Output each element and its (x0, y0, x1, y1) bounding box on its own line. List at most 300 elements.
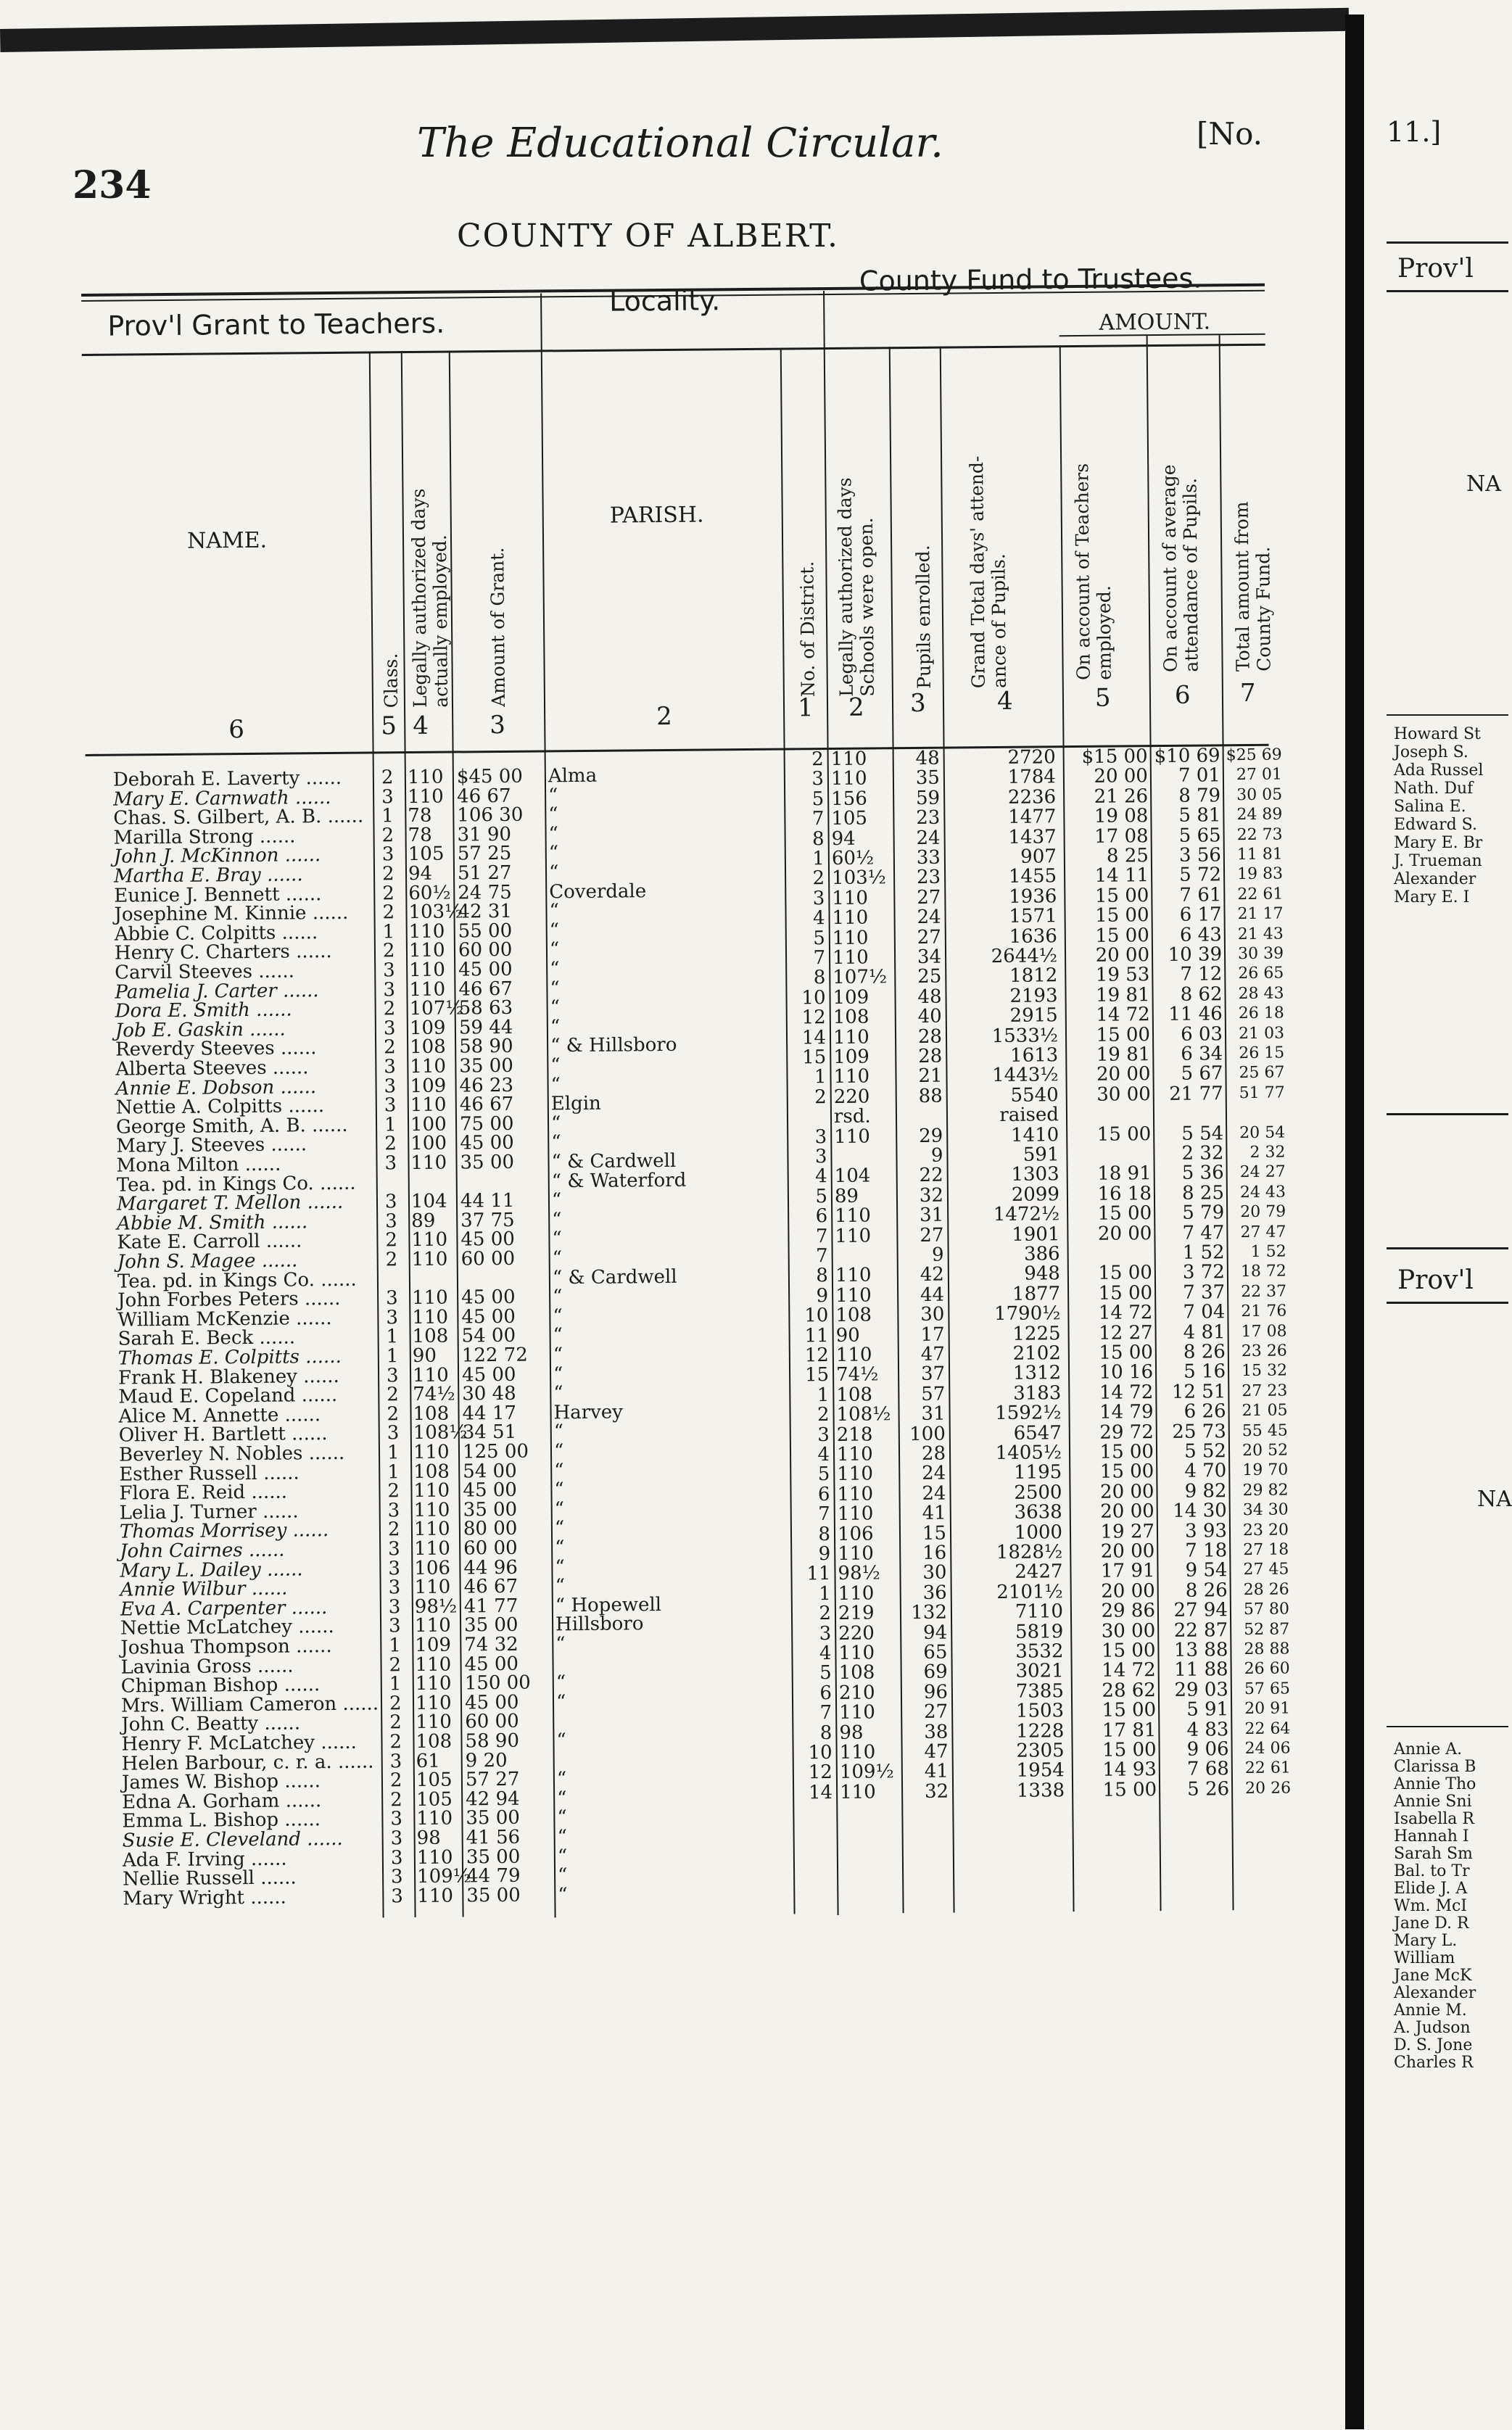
district-number: 8 (792, 827, 825, 851)
district-number: 2 (798, 1602, 831, 1625)
parish-value: “ (554, 1476, 786, 1502)
total-amount-value: 21 43 (1226, 922, 1284, 946)
days-value: 110 (413, 1479, 450, 1503)
attendance-amount-value: 25 73 (1157, 1420, 1226, 1444)
right-page-name: Nath. Duf (1394, 780, 1473, 798)
teachers-amount-value: 20 00 (1071, 1540, 1154, 1563)
grant-value: 42 31 (458, 900, 512, 924)
col-num-attend: 6 (1175, 681, 1191, 710)
district-number: 7 (799, 1701, 832, 1724)
days-value: 78 (408, 824, 431, 847)
district-number: 12 (800, 1761, 833, 1784)
teacher-name: Esther Russell ...... (119, 1460, 376, 1486)
attendance-amount-value: 1 52 (1156, 1241, 1225, 1265)
total-days-value: 1312 (952, 1362, 1061, 1386)
total-amount-value: 22 61 (1233, 1757, 1291, 1781)
attendance-amount-value: 7 01 (1152, 764, 1220, 788)
days-open-value: 110 (837, 1443, 873, 1466)
attendance-amount-value: 9 82 (1157, 1479, 1226, 1503)
teachers-amount-value: 14 72 (1069, 1301, 1152, 1325)
class-value: 3 (385, 1210, 397, 1233)
district-number: 6 (799, 1682, 832, 1705)
parish-value: “ (548, 820, 780, 846)
class-value: 3 (383, 959, 395, 982)
total-days-value: 1000 (954, 1521, 1062, 1545)
district-number: 5 (795, 1185, 827, 1208)
grant-value: 35 00 (460, 1151, 514, 1175)
total-amount-value: 21 03 (1226, 1022, 1284, 1046)
total-amount-value: 20 26 (1233, 1777, 1291, 1801)
grant-value: 35 00 (459, 1054, 513, 1078)
teacher-name: Nettie McLatchey ...... (120, 1615, 378, 1640)
attendance-amount-value: 4 81 (1156, 1321, 1225, 1344)
class-value: 3 (384, 1017, 396, 1040)
total-amount-value: 26 18 (1226, 1002, 1284, 1026)
teacher-rows (0, 0, 1331, 1)
class-value: 2 (382, 901, 394, 924)
days-value: 74½ (413, 1383, 455, 1407)
teachers-amount-value: 15 00 (1072, 1639, 1155, 1663)
parish-value: “ (558, 1881, 790, 1906)
total-days-value: 1877 (951, 1282, 1060, 1306)
days-value: 110 (409, 978, 445, 1001)
parish-value: “ (557, 1766, 789, 1791)
grant-value: 60 00 (458, 938, 513, 962)
teacher-name: Annie E. Dobson ...... (115, 1075, 373, 1100)
grant-value: 57 25 (458, 842, 512, 866)
attendance-amount-value: 10 39 (1153, 943, 1222, 967)
attendance-amount-value: 6 17 (1152, 903, 1221, 927)
days-value: 98½ (415, 1595, 458, 1619)
teachers-amount-value: 17 91 (1071, 1560, 1154, 1584)
right-page-name: Mary E. I (1394, 888, 1469, 906)
pupils-value: 41 (903, 1502, 946, 1526)
district-number: 4 (795, 1165, 827, 1188)
district-number: 3 (794, 1145, 827, 1168)
class-value: 3 (388, 1537, 400, 1561)
teacher-name: Joshua Thompson ...... (120, 1634, 378, 1659)
district-number: 2 (791, 748, 824, 771)
attendance-amount-value: 6 26 (1157, 1400, 1226, 1423)
total-days-value: raised (950, 1103, 1059, 1127)
teacher-name: Chas. S. Gilbert, A. B. ...... (113, 805, 371, 830)
parish-value: “ (550, 994, 782, 1020)
district-column-header: No. of District. (796, 487, 819, 697)
parish-value: “ (550, 917, 782, 942)
total-amount-value: 28 88 (1231, 1638, 1289, 1662)
teachers-amount-value: 19 81 (1067, 1043, 1150, 1067)
grant-value: 44 79 (466, 1864, 521, 1888)
teachers-amount-value: 19 53 (1066, 964, 1149, 988)
teacher-name: Lelia J. Turner ...... (120, 1499, 377, 1524)
pupils-value: 48 (898, 985, 941, 1009)
class-value: 2 (389, 1653, 401, 1677)
pupils-value: 27 (900, 1223, 943, 1247)
days-open-value: 110 (840, 1780, 876, 1803)
days-open-value: 110 (835, 1284, 872, 1307)
right-page-name: Salina E. (1394, 798, 1466, 816)
teachers-amount-value: 20 00 (1070, 1480, 1154, 1504)
pupils-value: 28 (898, 1025, 942, 1049)
total-amount-value: 21 17 (1225, 903, 1283, 927)
county-fund-header: County Fund to Trustees. (859, 262, 1202, 297)
days-open-value: 108 (833, 1006, 869, 1029)
right-rule-4 (1387, 1302, 1508, 1304)
district-number: 7 (791, 807, 824, 830)
total-amount-value: 21 05 (1229, 1400, 1287, 1423)
total-amount-value: 28 43 (1226, 982, 1284, 1006)
parish-value: “ (550, 1071, 782, 1096)
teacher-name: Abbie C. Colpitts ...... (115, 920, 372, 946)
days-value: 90 (413, 1344, 437, 1368)
teacher-name: Pamelia J. Carter ...... (115, 978, 372, 1004)
grant-value: 45 00 (458, 958, 513, 982)
teacher-name: John S. Magee ...... (117, 1249, 375, 1274)
teacher-name: Nellie Russell ...... (123, 1866, 380, 1891)
grant-value: 46 67 (460, 1093, 514, 1117)
attendance-amount-value: 5 91 (1160, 1698, 1228, 1722)
right-na-header: NA (1466, 471, 1501, 497)
total-days-value: 2099 (951, 1183, 1059, 1207)
pupils-value: 59 (896, 786, 940, 810)
teachers-amount-value: 18 91 (1068, 1162, 1152, 1186)
total-amount-value: 24 27 (1228, 1161, 1286, 1185)
class-value: 3 (383, 978, 395, 1001)
days-open-value: 110 (838, 1642, 875, 1665)
class-value: 3 (385, 1190, 397, 1213)
grant-value: 45 00 (460, 1228, 515, 1252)
attendance-amount-value: 11 88 (1160, 1658, 1228, 1682)
total-days-value: 2102 (952, 1342, 1061, 1365)
class-value: 1 (387, 1460, 400, 1484)
acct-teachers-column-header: On account of Teachers employed. (1070, 368, 1115, 680)
days-value: 107½ (410, 997, 464, 1021)
days-value: 98 (417, 1827, 441, 1850)
right-page-name: Alexander (1394, 1984, 1476, 2002)
teacher-name: Mary Wright ...... (123, 1885, 380, 1910)
pupils-value: 24 (896, 826, 940, 850)
total-days-value: 948 (951, 1262, 1060, 1286)
teachers-amount-value: 15 00 (1070, 1341, 1153, 1365)
total-amount-value: 27 01 (1224, 764, 1282, 788)
days-value: 110 (411, 1228, 447, 1252)
attendance-amount-value: $10 69 (1152, 744, 1220, 768)
teachers-amount-value: 20 00 (1071, 1500, 1154, 1524)
district-number: 9 (796, 1284, 828, 1307)
class-value: 3 (388, 1557, 400, 1580)
days-open-value: 110 (839, 1701, 875, 1724)
right-header-bottom (1387, 714, 1508, 716)
total-amount-value: 20 79 (1228, 1201, 1286, 1225)
days-value: 110 (410, 1094, 447, 1117)
teachers-amount-value: 8 25 (1065, 844, 1149, 868)
total-days-value: 1828½ (954, 1540, 1062, 1564)
grant-value: 59 44 (459, 1016, 513, 1040)
pupils-value: 27 (904, 1700, 948, 1724)
district-number: 10 (793, 986, 825, 1009)
class-value: 1 (387, 1344, 399, 1368)
days-open-value: 94 (832, 827, 856, 850)
grant-value: 150 00 (465, 1671, 531, 1695)
total-amount-value: 22 61 (1225, 883, 1283, 906)
teacher-name: John Cairnes ...... (120, 1537, 377, 1563)
right-na-header-2: NA (1477, 1487, 1512, 1512)
district-number: 14 (793, 1026, 826, 1049)
teachers-amount-value: 10 16 (1070, 1361, 1153, 1385)
right-rule-3 (1387, 1247, 1508, 1249)
teacher-name: Dora E. Smith ...... (115, 998, 373, 1023)
right-page-name: Isabella R (1394, 1810, 1474, 1828)
grant-value: 125 00 (463, 1440, 529, 1464)
grant-value: 54 00 (463, 1459, 517, 1483)
attendance-amount-value: 22 87 (1159, 1619, 1228, 1642)
right-page-name: Jane McK (1394, 1967, 1471, 1985)
days-open-value: 109½ (840, 1761, 894, 1785)
pupils-value: 29 (899, 1124, 943, 1148)
district-number: 5 (797, 1463, 830, 1486)
teachers-amount-value: 30 00 (1072, 1619, 1155, 1643)
grant-value: 44 96 (463, 1555, 518, 1579)
class-value: 2 (390, 1788, 402, 1811)
col-num-open: 2 (848, 693, 864, 722)
total-amount-value: 23 20 (1231, 1518, 1289, 1542)
days-value: 109 (410, 1074, 446, 1097)
teacher-name: Sarah E. Beck ...... (117, 1326, 375, 1351)
total-days-value: 1571 (948, 904, 1057, 928)
class-value: 3 (384, 1094, 397, 1117)
teacher-name: Lavinia Gross ...... (120, 1653, 378, 1679)
teacher-name: Alberta Steeves ...... (115, 1056, 373, 1081)
teachers-amount-value: 15 00 (1070, 1440, 1154, 1464)
total-days-value: 1533½ (949, 1024, 1058, 1048)
district-number: 7 (798, 1503, 830, 1526)
district-number: 15 (796, 1363, 829, 1386)
attendance-amount-value: 5 79 (1155, 1201, 1224, 1225)
teacher-name: Tea. pd. in Kings Co. ...... (117, 1171, 374, 1197)
grant-value: 9 20 (466, 1749, 508, 1773)
total-days-value: 5819 (954, 1620, 1063, 1644)
days-value: 60½ (408, 881, 451, 905)
days-value: 110 (416, 1672, 452, 1695)
days-value: 105 (416, 1769, 453, 1792)
district-number: 14 (800, 1781, 833, 1804)
days-value: 110 (408, 785, 444, 808)
teachers-amount-value: 14 79 (1070, 1400, 1153, 1424)
parish-value: “ (558, 1824, 790, 1849)
teacher-name: Flora E. Reid ...... (119, 1480, 376, 1505)
total-days-value: 1455 (948, 865, 1057, 889)
total-amount-value: 27 47 (1228, 1220, 1286, 1244)
days-value: 78 (408, 804, 431, 827)
pupils-value: 38 (904, 1720, 948, 1744)
teacher-name: Tea. pd. in Kings Co. ...... (117, 1268, 375, 1293)
pupils-value: 28 (898, 1045, 942, 1069)
district-number: 8 (799, 1722, 832, 1745)
total-days-value: 2305 (955, 1739, 1064, 1763)
teacher-name: Reverdy Steeves ...... (115, 1036, 373, 1062)
class-value: 1 (389, 1672, 402, 1695)
class-value: 2 (385, 1229, 397, 1252)
name-column-header: NAME. (187, 528, 267, 554)
right-page (1365, 0, 1508, 2429)
pupils-value: 25 (898, 965, 941, 989)
parish-value: “ (553, 1342, 785, 1367)
teacher-name: Abbie M. Smith ...... (117, 1210, 374, 1235)
pupils-value: 22 (900, 1164, 943, 1188)
district-number: 6 (797, 1483, 830, 1506)
total-days-value: 1472½ (951, 1202, 1059, 1226)
class-value: 2 (382, 882, 394, 905)
days-value: 108 (410, 1036, 446, 1059)
parish-value: “ (554, 1438, 786, 1463)
attendance-amount-value: 7 68 (1160, 1758, 1229, 1782)
days-value: 110 (410, 1152, 447, 1175)
teacher-name: John Forbes Peters ...... (117, 1287, 375, 1313)
grant-value: 45 00 (460, 1131, 514, 1155)
parish-value: “ (556, 1669, 788, 1695)
days-open-value: rsd. (834, 1105, 871, 1128)
parish-value: “ (553, 1245, 785, 1270)
district-number: 2 (796, 1403, 829, 1426)
teacher-name: John J. McKinnon ...... (114, 843, 371, 869)
pupils-value: 69 (904, 1661, 948, 1685)
total-amount-value: 21 76 (1228, 1300, 1286, 1324)
teacher-name: Maud E. Copeland ...... (118, 1384, 376, 1409)
teachers-amount-value: 21 26 (1065, 785, 1148, 809)
grant-value: 80 00 (463, 1517, 518, 1541)
col-num-days: 4 (413, 711, 429, 740)
pupils-value: 9 (899, 1144, 943, 1168)
grant-value: 37 75 (460, 1209, 515, 1233)
days-value: 108½ (413, 1421, 468, 1445)
parish-value: Elgin (551, 1091, 783, 1116)
total-amount-value: 25 67 (1226, 1062, 1284, 1086)
class-value: 3 (391, 1865, 403, 1888)
total-days-value: 7385 (955, 1679, 1064, 1703)
pupils-value: 32 (900, 1183, 943, 1207)
parish-value: “ (555, 1495, 787, 1521)
teacher-name: Martha E. Bray ...... (114, 863, 371, 888)
grant-value: 35 00 (464, 1613, 519, 1637)
pupils-value: 96 (904, 1680, 948, 1704)
parish-value: Coverdale (549, 878, 781, 904)
teacher-name: Margaret T. Mellon ...... (117, 1191, 374, 1216)
total-amount-value: 18 72 (1228, 1260, 1286, 1284)
district-number: 8 (796, 1264, 828, 1287)
district-number: 12 (793, 1006, 826, 1029)
parish-value: “ (551, 1129, 783, 1154)
attendance-amount-value: 3 72 (1156, 1261, 1225, 1285)
parish-value: “ (550, 956, 782, 981)
right-page-name: Elide J. A (1394, 1880, 1467, 1898)
parish-value: “ (555, 1553, 787, 1579)
pupils-value: 42 (901, 1263, 944, 1287)
days-value: 110 (414, 1498, 450, 1521)
col-num-sum: 7 (1240, 679, 1256, 708)
total-amount-value: 20 54 (1227, 1121, 1285, 1145)
page-number: 234 (73, 163, 152, 207)
days-value: 106 (414, 1556, 450, 1579)
teachers-amount-value: 19 27 (1071, 1520, 1154, 1544)
days-open-value: 110 (838, 1542, 874, 1566)
teacher-name: Helen Barbour, c. r. a. ...... (122, 1750, 379, 1775)
teachers-amount-value: 29 86 (1072, 1599, 1155, 1623)
acct-attendance-column-header: On account of average attendance of Pupils. (1157, 368, 1202, 672)
days-open-value: 110 (840, 1741, 876, 1764)
class-value: 2 (387, 1479, 400, 1503)
total-days-value: 1477 (947, 805, 1056, 829)
days-value: 110 (414, 1537, 450, 1561)
class-value: 3 (381, 785, 394, 809)
days-open-value: 105 (831, 807, 867, 830)
parish-value: “ (555, 1631, 788, 1656)
total-days-value: 1812 (949, 964, 1057, 988)
teacher-name: Mona Milton ...... (116, 1152, 373, 1178)
parish-value: “ (550, 1013, 782, 1038)
total-amount-value: 1 52 (1228, 1241, 1286, 1265)
district-number: 1 (792, 847, 825, 870)
total-days-value: 3532 (954, 1640, 1063, 1664)
attendance-amount-value: 21 77 (1154, 1082, 1223, 1106)
days-open-value: 156 (831, 787, 867, 810)
attendance-amount-value: 8 26 (1159, 1579, 1228, 1603)
attendance-amount-value: 5 54 (1154, 1122, 1223, 1146)
teacher-name: Deborah E. Laverty ...... (113, 766, 371, 792)
grant-value: 42 94 (466, 1788, 520, 1811)
teachers-amount-value: 14 11 (1065, 864, 1149, 888)
grant-value: 106 30 (457, 803, 523, 827)
district-number: 9 (798, 1542, 830, 1566)
teacher-name: Alice M. Annette ...... (118, 1402, 376, 1428)
attendance-amount-value: 11 46 (1154, 1002, 1223, 1026)
attendance-amount-value: 5 26 (1160, 1777, 1229, 1801)
days-value: 105 (408, 843, 445, 866)
total-days-value: 1303 (951, 1163, 1059, 1187)
days-open-value: 60½ (832, 846, 875, 870)
teacher-name: Job E. Gaskin ...... (115, 1017, 373, 1042)
grant-value: 122 72 (462, 1344, 528, 1368)
grant-value: 60 00 (465, 1710, 519, 1734)
total-amount-value: 28 26 (1231, 1578, 1289, 1602)
district-number: 7 (796, 1244, 828, 1268)
teachers-amount-value: 20 00 (1067, 1063, 1150, 1087)
total-days-value: 5540 (950, 1083, 1059, 1107)
parish-value: Harvey (553, 1399, 785, 1424)
pupils-value: 27 (897, 885, 941, 909)
district-number: 1 (796, 1384, 829, 1407)
teachers-amount-value: 15 00 (1073, 1738, 1156, 1762)
total-amount-value: 19 83 (1225, 863, 1283, 887)
pupils-value: 23 (897, 866, 941, 890)
total-days-value: 1592½ (952, 1401, 1061, 1425)
grant-value: 46 67 (463, 1575, 518, 1599)
total-days-value: 3183 (952, 1381, 1061, 1405)
parish-value: “ (553, 1360, 785, 1386)
teacher-name: Emma L. Bishop ...... (122, 1808, 379, 1833)
col-num-parish: 2 (656, 702, 672, 731)
parish-value: “ (557, 1785, 789, 1810)
attendance-amount-value: 7 37 (1156, 1281, 1225, 1305)
grant-value: 31 90 (457, 823, 511, 847)
class-value: 2 (390, 1769, 402, 1792)
total-amount-value: 26 60 (1232, 1658, 1290, 1682)
district-number: 1 (793, 1065, 826, 1088)
attendance-amount-value: 5 81 (1152, 803, 1220, 827)
district-number: 8 (793, 966, 825, 989)
grant-value: 45 00 (465, 1691, 519, 1715)
teachers-amount-value: 15 00 (1073, 1778, 1157, 1802)
days-open-value: 108 (836, 1383, 872, 1406)
